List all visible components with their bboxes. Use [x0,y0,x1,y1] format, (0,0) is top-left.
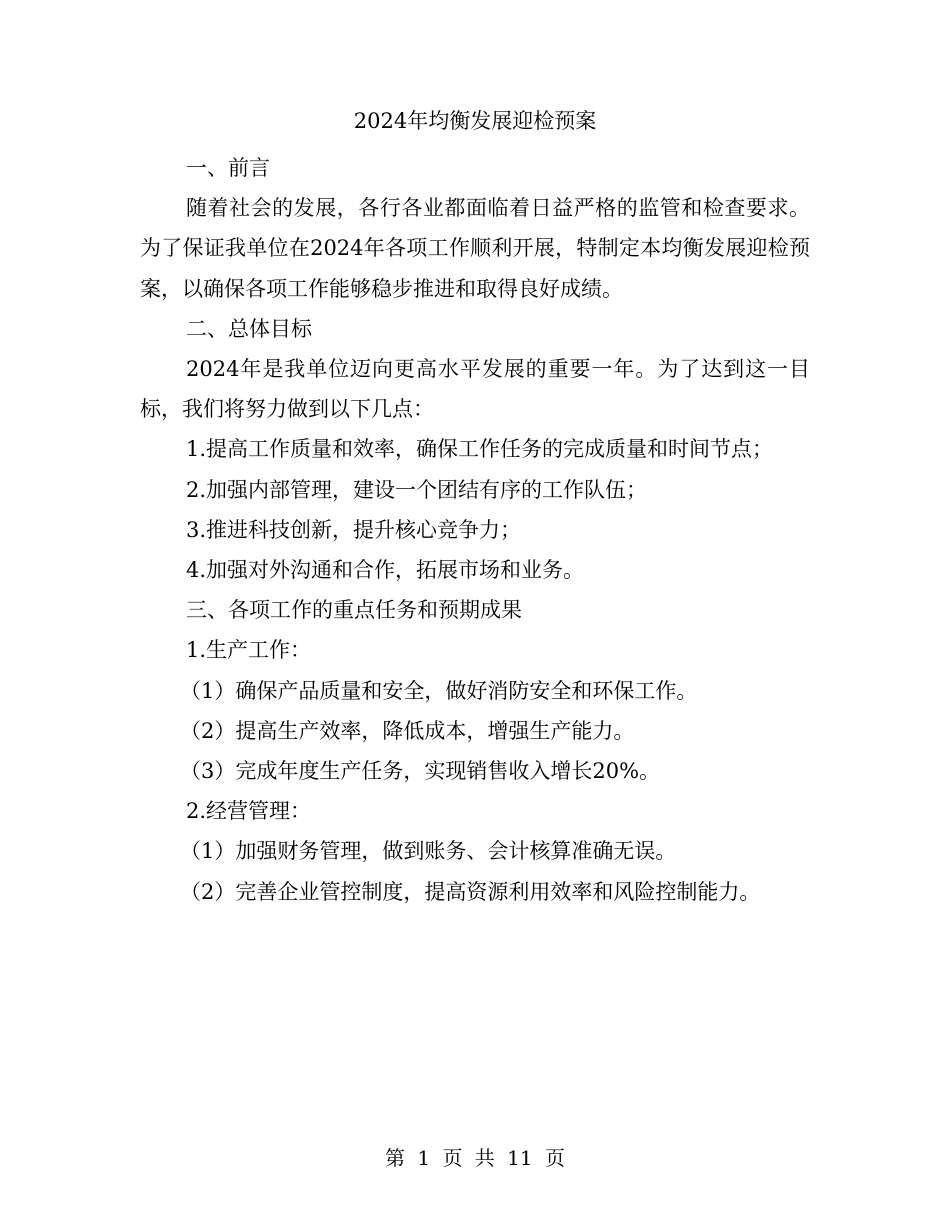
section-heading-key-tasks: 三、各项工作的重点任务和预期成果 [186,598,522,623]
subheading-management: 2.经营管理： [186,799,312,824]
page-number-footer: 第 1 页 共 11 页 [385,1146,565,1170]
section-heading-overall-goals: 二、总体目标 [186,316,312,341]
list-item-goal-1: 1.提高工作质量和效率，确保工作任务的完成质量和时间节点； [186,437,774,462]
subheading-production: 1.生产工作： [186,638,312,663]
section-heading-preface: 一、前言 [186,156,270,180]
list-item-production-2: （2）提高生产效率，降低成本，增强生产能力。 [180,718,635,743]
list-item-production-3: （3）完成年度生产任务，实现销售收入增长20%。 [180,759,661,784]
document-body [140,148,810,912]
list-item-goal-4: 4.加强对外沟通和合作，拓展市场和业务。 [186,558,585,583]
list-item-management-2: （2）完善企业管控制度，提高资源利用效率和风险控制能力。 [180,879,761,904]
document-title: 2024年均衡发展迎检预案 [353,109,597,133]
body-paragraph-preface: 随着社会的发展，各行各业都面临着日益严格的监管和检查要求。为了保证我单位在2024年各项工作顺利开展，特制定本均衡发展迎检预案，以确保各项工作能够稳步推进和取得良好成绩。 [140,196,810,301]
list-item-goal-3: 3.推进科技创新，提升核心竞争力； [186,517,522,542]
body-paragraph-goals-intro: 2024年是我单位迈向更高水平发展的重要一年。为了达到这一目标，我们将努力做到以下几点： [140,357,810,422]
list-item-goal-2: 2.加强内部管理，建设一个团结有序的工作队伍； [186,477,648,502]
list-item-production-1: （1）确保产品质量和安全，做好消防安全和环保工作。 [180,678,698,703]
list-item-management-1: （1）加强财务管理，做到账务、会计核算准确无误。 [180,839,677,864]
